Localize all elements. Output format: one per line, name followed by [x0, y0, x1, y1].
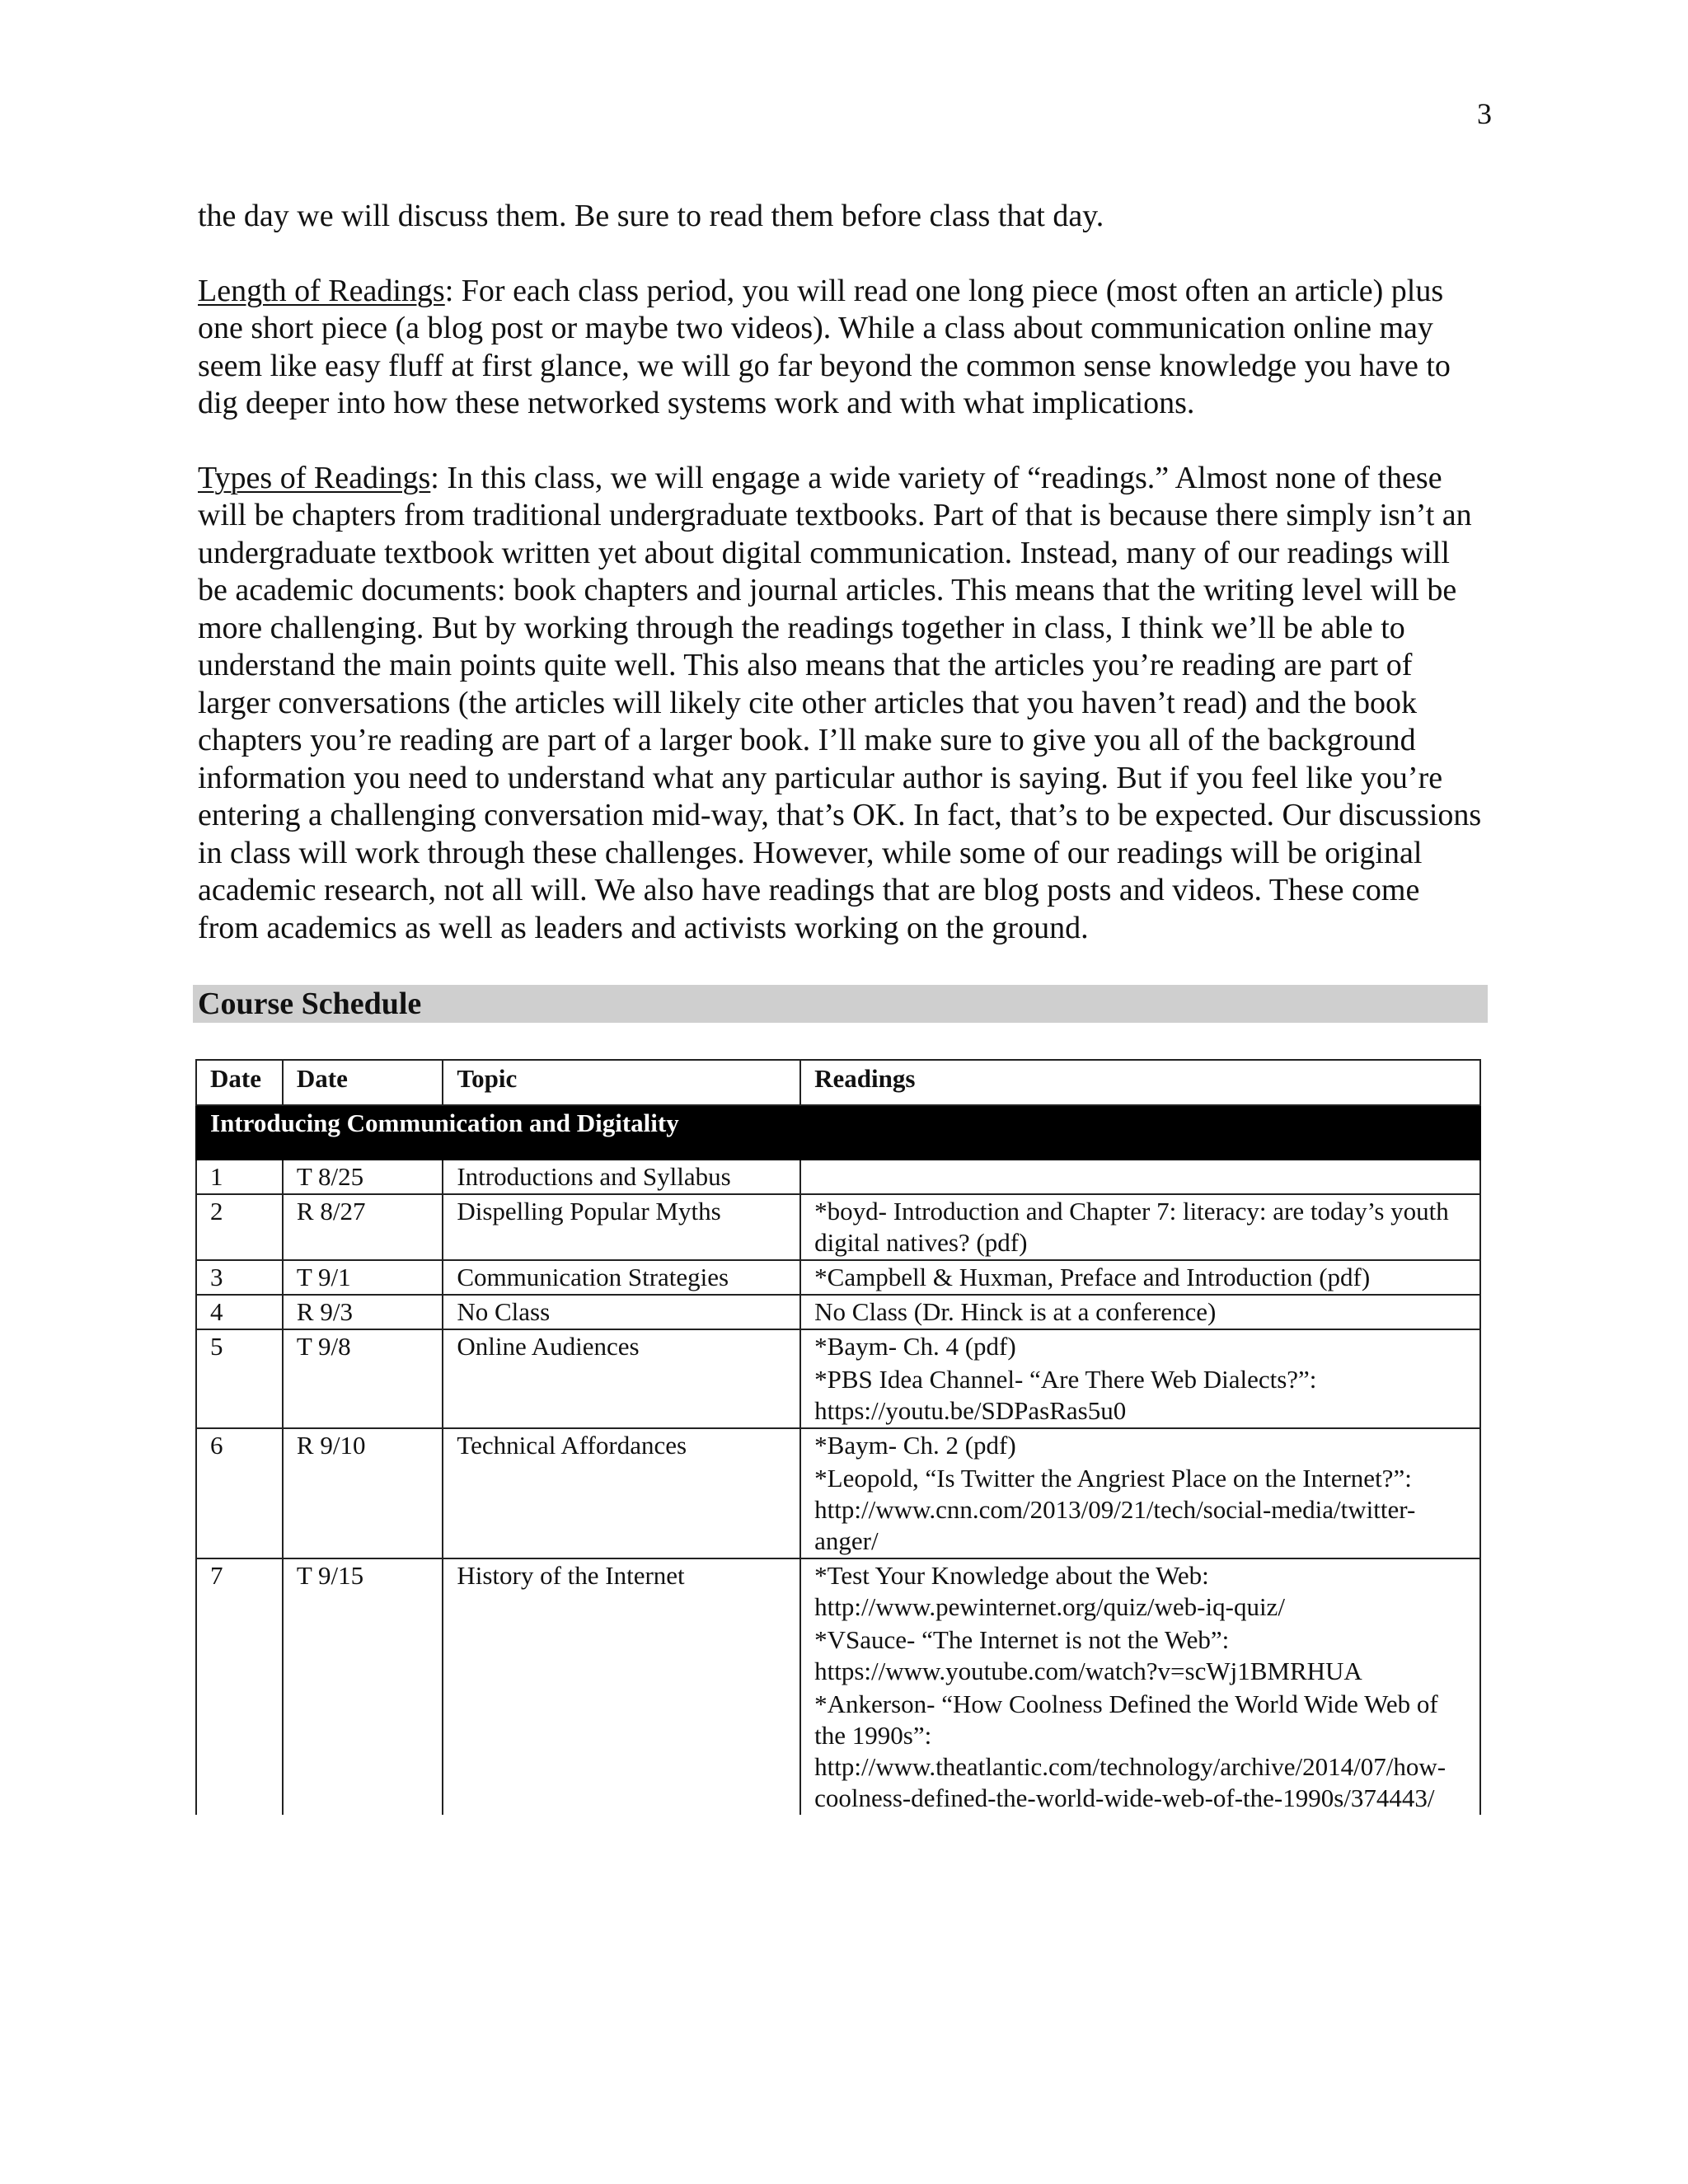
date-cell: T 9/15	[283, 1558, 443, 1815]
readings-cell	[800, 1260, 1480, 1295]
reading-item: *Test Your Knowledge about the Web: http://www.pewinternet.org/quiz/web-iq-quiz/	[814, 1561, 1285, 1621]
session-number-cell: 1	[196, 1160, 283, 1194]
reading-item: *VSauce- “The Internet is not the Web”: https://www.youtube.com/watch?v=scWj1BMRHUA	[814, 1625, 1362, 1685]
readings-cell	[800, 1329, 1480, 1428]
table-row	[196, 1194, 1480, 1260]
topic-cell: Introductions and Syllabus	[443, 1160, 800, 1194]
readings-cell	[800, 1160, 1480, 1194]
date-cell: R 9/10	[283, 1428, 443, 1558]
header-session-number: Date	[196, 1060, 283, 1105]
topic-cell: Communication Strategies	[443, 1260, 800, 1295]
topic-cell: Online Audiences	[443, 1329, 800, 1428]
readings-cell	[800, 1295, 1480, 1329]
session-number-cell: 2	[196, 1194, 283, 1260]
topic-cell: History of the Internet	[443, 1558, 800, 1815]
table-header-row	[196, 1060, 1480, 1105]
table-row	[196, 1260, 1480, 1295]
header-topic: Topic	[443, 1060, 800, 1105]
table-row	[196, 1160, 1480, 1194]
types-of-readings-heading: Types of Readings	[198, 460, 431, 495]
intro-continuation: the day we will discuss them. Be sure to read them before class that day.	[198, 199, 1104, 233]
page-content	[198, 198, 1484, 1815]
table-row	[196, 1295, 1480, 1329]
readings-cell	[800, 1558, 1480, 1815]
length-of-readings-heading: Length of Readings	[198, 273, 445, 308]
date-cell: R 9/3	[283, 1295, 443, 1329]
page-number: 3	[1477, 97, 1492, 130]
date-cell: T 8/25	[283, 1160, 443, 1194]
types-of-readings-paragraph	[198, 460, 1484, 948]
readings-cell	[800, 1194, 1480, 1260]
reading-item: *PBS Idea Channel- “Are There Web Dialects?”: https://youtu.be/SDPasRas5u0	[814, 1365, 1317, 1425]
course-schedule-table	[195, 1059, 1481, 1815]
length-of-readings-text: : For each class period, you will read one long piece (most often an article) plus one short piece (a blog post or maybe two videos). While a class about communication online may seem like easy fluff at first glance, we will go far beyond the common sense knowledge you have to dig deeper into how these networked systems work and with what implications.	[198, 273, 1451, 420]
unit-title: Introducing Communication and Digitality	[196, 1105, 1480, 1160]
types-of-readings-text: : In this class, we will engage a wide variety of “readings.” Almost none of these will be chapters from traditional undergraduate textbooks. Part of that is because there simply isn’t an undergraduate textbook written yet about digital communication. Instead, many of our readings will be academic documents: book chapters and journal articles. This means that the writing level will be more challenging. But by working through the readings together in class, I think we’ll be able to understand the main points quite well. This also means that the articles you’re reading are part of larger conversations (the articles will likely cite other articles that you haven’t read) and the book chapters you’re reading are part of a larger book. I’ll make sure to give you all of the background information you need to understand what any particular author is saying. But if you feel like you’re entering a challenging conversation mid-way, that’s OK. In fact, that’s to be expected. Our discussions in class will work through these challenges. However, while some of our readings will be original academic research, not all will. We also have readings that are blog posts and videos. These come from academics as well as leaders and activists working on the ground.	[198, 460, 1482, 945]
date-cell: T 9/8	[283, 1329, 443, 1428]
table-row	[196, 1428, 1480, 1558]
reading-item: *Ankerson- “How Coolness Defined the World Wide Web of the 1990s”: http://www.theatlantic.com/technology/archive/2014/07/how-coolness-defined-the-world-wide-web-of-the-1990s/374443/	[814, 1690, 1447, 1812]
table-row	[196, 1329, 1480, 1428]
reading-item: No Class (Dr. Hinck is at a conference)	[814, 1297, 1217, 1326]
topic-cell: Technical Affordances	[443, 1428, 800, 1558]
session-number-cell: 4	[196, 1295, 283, 1329]
course-schedule-heading: Course Schedule	[193, 985, 1488, 1023]
session-number-cell: 5	[196, 1329, 283, 1428]
topic-cell: No Class	[443, 1295, 800, 1329]
session-number-cell: 3	[196, 1260, 283, 1295]
reading-item: *Leopold, “Is Twitter the Angriest Place on the Internet?”: http://www.cnn.com/2013/09/21/tech/social-media/twitter-anger/	[814, 1464, 1416, 1555]
date-cell: R 8/27	[283, 1194, 443, 1260]
table-row	[196, 1558, 1480, 1815]
length-of-readings-paragraph	[198, 273, 1484, 423]
reading-item: *Baym- Ch. 4 (pdf)	[814, 1332, 1016, 1361]
date-cell: T 9/1	[283, 1260, 443, 1295]
reading-item: *boyd- Introduction and Chapter 7: literacy: are today’s youth digital natives? (pdf)	[814, 1197, 1449, 1257]
header-readings: Readings	[800, 1060, 1480, 1105]
unit-row	[196, 1105, 1480, 1160]
topic-cell: Dispelling Popular Myths	[443, 1194, 800, 1260]
session-number-cell: 7	[196, 1558, 283, 1815]
session-number-cell: 6	[196, 1428, 283, 1558]
readings-cell	[800, 1428, 1480, 1558]
header-date: Date	[283, 1060, 443, 1105]
reading-item: *Campbell & Huxman, Preface and Introduction (pdf)	[814, 1263, 1371, 1291]
reading-item: *Baym- Ch. 2 (pdf)	[814, 1431, 1016, 1460]
